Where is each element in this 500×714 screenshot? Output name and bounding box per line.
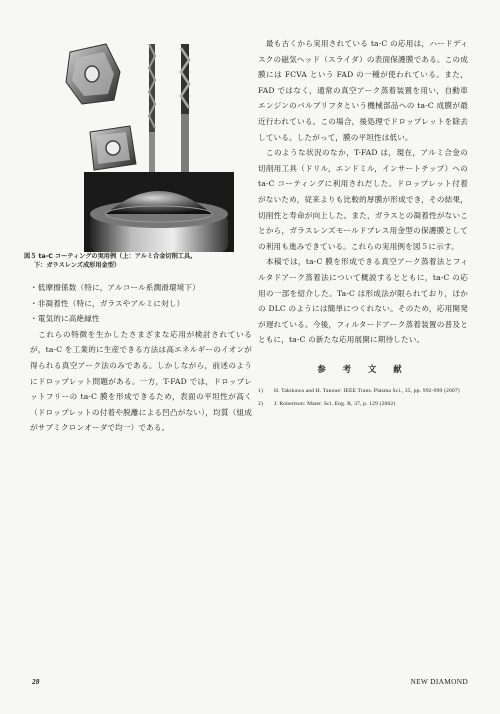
cutting-insert-photo (62, 42, 124, 106)
body-text-left (30, 327, 252, 436)
end-mill-photo (174, 44, 196, 174)
reference-number: 2) (258, 401, 263, 408)
page-number: 28 (32, 677, 40, 686)
paragraph: このような状況のなか，T-FAD は，現在，アルミ合金の切削用工具（ドリル，エンドミル，インサートチップ）への ta-C コーティングに利用されだした。ドロップレット付着がないため，従来よりも比較的厚膜が形成でき，その結果，切削性と寿命が向上した。また，ガラスとの凝着性がないことから，ガラスレンズモールドプレス用金型の保護膜としての利用も進みできている。これらの実用例を図５に示す。 (258, 148, 468, 251)
figure-caption (24, 252, 264, 270)
reference-text: H. Takikawa and H. Tanoue: IEEE Trans. Plasma Sci., 35, pp. 992-999 (2007) (274, 388, 460, 395)
glass-lens-mold-photo (84, 172, 234, 252)
reference-item (258, 387, 468, 396)
figure-caption-line-2: 下：ガラスレンズ成形用金型） (34, 262, 121, 269)
cutting-insert-photo-small (86, 124, 138, 172)
figure-caption-line-1: 図５ ta-C コーティングの実用例（上：アルミ合金切削工具, (24, 253, 193, 260)
feature-item: ・非凝着性（特に，ガラスやアルミに対し） (30, 298, 185, 308)
feature-item: ・電気的に高絶縁性 (30, 314, 100, 324)
journal-name: NEW DIAMOND (410, 677, 468, 686)
reference-text: J. Robertson: Mater. Sci. Eng. R, 37, p. 129 (2002) (274, 401, 396, 408)
reference-item (258, 400, 468, 409)
paragraph: 最も古くから実用されている ta-C の応用は，ハードディスクの磁気ヘッド（スライダ）の表面保護膜である。この成膜には FCVA という FAD の一種が使われている。また，FAD ではなく，通常の真空アーク蒸着装置を用い，自動車エンジンのバルブリフタという機械部品への ta-C 成膜が最近行われている。この場合，後処理でドロップレットを除去している。したがって，膜の平坦性は低い。 (258, 39, 468, 142)
references-list (258, 387, 468, 409)
drill-photo (144, 44, 160, 174)
figure-5 (40, 30, 252, 252)
feature-list (30, 280, 252, 327)
paragraph: これらの特徴を生かしたさまざまな応用が検討されているが，ta-C を工業的に生産できる方法は高エネルギーのイオンが得られる真空アーク法のみである。しかしながら，前述のようにドロップレット問題がある。一方，T-FAD では，ドロップレットフリーの ta-C 膜を形成できるため，表面の平坦性が高く（ドロップレットの付着や脱離による凹凸がない），均質（組成がサブミクロンオーダで均一）である。 (30, 329, 252, 433)
reference-number: 1) (258, 388, 263, 395)
left-column (30, 280, 252, 436)
body-text-right (258, 36, 468, 348)
references-heading: 参 考 文 献 (317, 363, 409, 374)
right-column (258, 36, 468, 413)
feature-item: ・低摩擦係数（特に，アルコール系潤滑環境下） (30, 283, 200, 292)
paragraph: 本稿では，ta-C 膜を形成できる真空アーク蒸着法とフィルタドアーク蒸着法について概説するとともに，ta-C の応用の一部を紹介した。Ta-C は形成法が限られており，ほかの DLC のようには簡単につくれない。そのため，応用開発が遅れている。今後，フィルタードアーク蒸着装置の普及とともに，ta-C の新たな応用展開に期待したい。 (258, 257, 468, 345)
